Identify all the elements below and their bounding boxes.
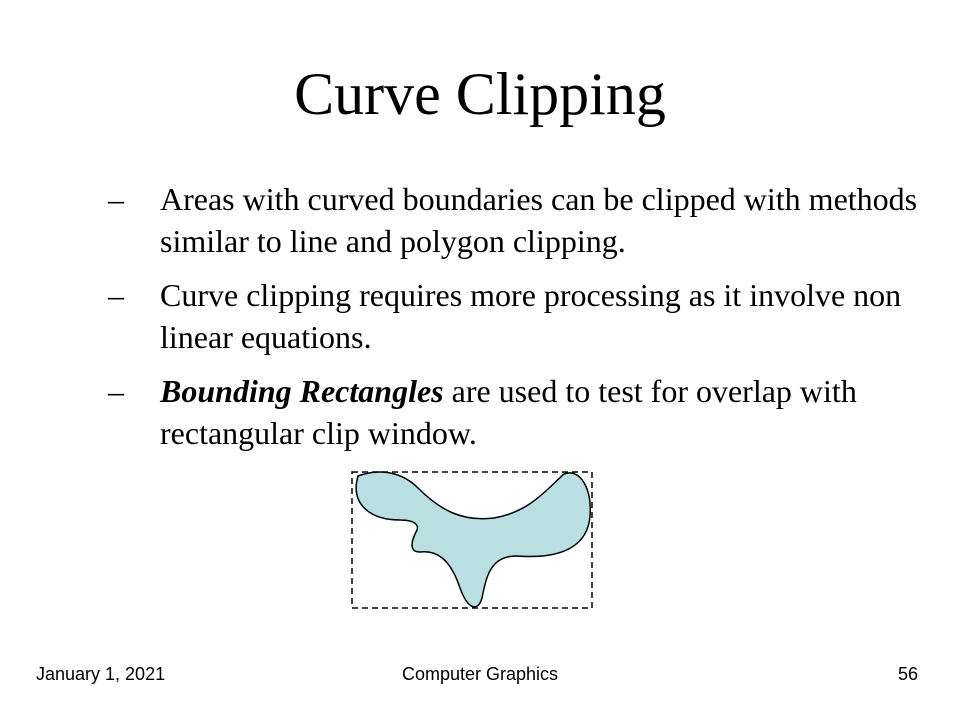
bullet-emphasis: Bounding Rectangles (160, 373, 444, 409)
bullet-dash: – (108, 181, 124, 217)
bullet-bounding-rectangles (0, 370, 920, 454)
bullet-list (0, 178, 960, 466)
bullet-text: Areas with curved boundaries can be clipped with methods similar to line and polygon clipping. (160, 181, 918, 259)
bullet-dash: – (108, 277, 124, 313)
footer-page-number: 56 (897, 664, 918, 684)
footer-date: January 1, 2021 (36, 664, 166, 684)
bullet-text: Curve clipping requires more processing as it involve non linear equations. (160, 277, 902, 355)
bullet-curved-areas (0, 178, 920, 262)
bullet-text: are used to test for overlap with rectangular clip window. (160, 373, 857, 451)
footer-course: Computer Graphics (401, 664, 559, 684)
curved-shape (356, 472, 590, 607)
bullet-processing (0, 274, 920, 358)
curve-clipping-figure (340, 460, 610, 620)
bullet-dash: – (108, 373, 124, 409)
slide-title: Curve Clipping (294, 61, 666, 127)
